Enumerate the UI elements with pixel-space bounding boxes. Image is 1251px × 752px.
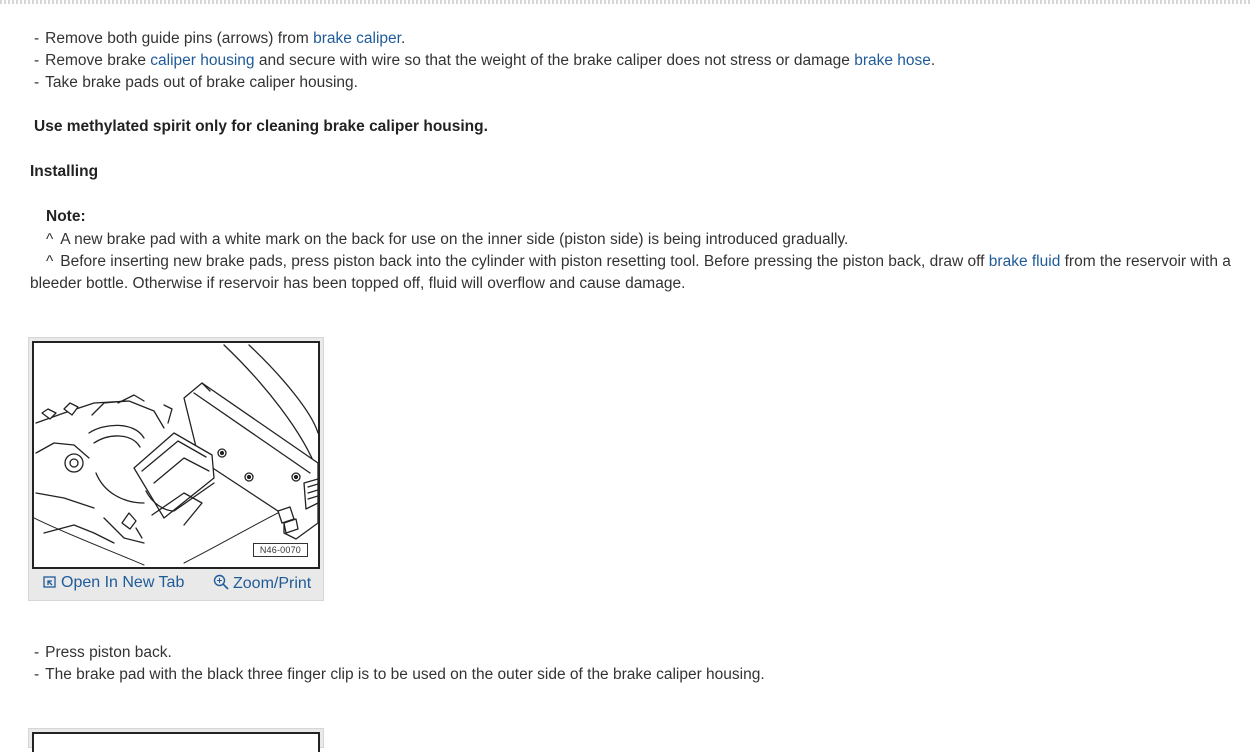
step-text: Press piston back. <box>45 644 172 661</box>
step-remove-guide-pins <box>34 28 405 50</box>
step-take-pads-out <box>34 72 358 94</box>
note-item-white-mark <box>46 229 848 251</box>
link-brake-caliper[interactable]: brake caliper <box>313 30 401 47</box>
figure-next-image[interactable] <box>32 732 320 752</box>
step-remove-caliper-housing <box>34 50 935 72</box>
brake-caliper-illustration <box>34 343 318 567</box>
note-caret: ^ <box>46 253 54 270</box>
step-text: Remove both guide pins (arrows) from <box>45 30 314 47</box>
figure-image[interactable] <box>32 341 320 569</box>
warning-methylated-spirit: Use methylated spirit only for cleaning brake caliper housing. <box>34 118 488 135</box>
list-dash: - <box>34 30 40 47</box>
section-heading-installing: Installing <box>30 163 99 180</box>
magnifier-icon <box>213 574 229 595</box>
figure-code-label: N46-0070 <box>253 543 308 557</box>
link-caliper-housing[interactable]: caliper housing <box>150 52 255 69</box>
step-text: Remove brake <box>45 52 151 69</box>
figure-actions <box>29 572 323 598</box>
note-text: from the reservoir with a bleeder bottle. Otherwise if reservoir has been topped off, fluid will overflow and cause damage. <box>30 253 1231 292</box>
open-new-tab-icon <box>43 575 57 594</box>
note-text: A new brake pad with a white mark on the back for use on the inner side (piston side) is being introduced gradually. <box>60 231 849 248</box>
step-text: . <box>400 30 406 47</box>
open-in-new-tab-label: Open In New Tab <box>61 574 185 591</box>
zoom-print-link[interactable] <box>213 574 311 595</box>
top-dotted-rule <box>0 0 1251 4</box>
step-outer-pad-clip <box>34 664 765 686</box>
note-label: Note: <box>46 208 86 225</box>
link-brake-hose[interactable]: brake hose <box>854 52 931 69</box>
step-text: Take brake pads out of brake caliper housing. <box>45 74 358 91</box>
note-text: Before inserting new brake pads, press piston back into the cylinder with piston resetting tool. Before pressing the piston back, draw off <box>60 253 989 270</box>
step-text: and secure with wire so that the weight of the brake caliper does not stress or damage <box>254 52 855 69</box>
link-brake-fluid[interactable]: brake fluid <box>988 253 1061 270</box>
figure-next-partial <box>28 728 324 748</box>
step-text: . <box>930 52 936 69</box>
list-dash: - <box>34 644 40 661</box>
zoom-print-label: Zoom/Print <box>233 575 312 592</box>
open-in-new-tab-link[interactable] <box>43 574 184 594</box>
list-dash: - <box>34 52 40 69</box>
step-press-piston <box>34 642 172 664</box>
list-dash: - <box>34 74 40 91</box>
list-dash: - <box>34 666 40 683</box>
note-caret: ^ <box>46 231 54 248</box>
step-text: The brake pad with the black three finger clip is to be used on the outer side of the brake caliper housing. <box>45 666 765 683</box>
note-item-press-piston <box>30 251 1235 295</box>
figure-piston-reset-tool <box>28 337 324 601</box>
